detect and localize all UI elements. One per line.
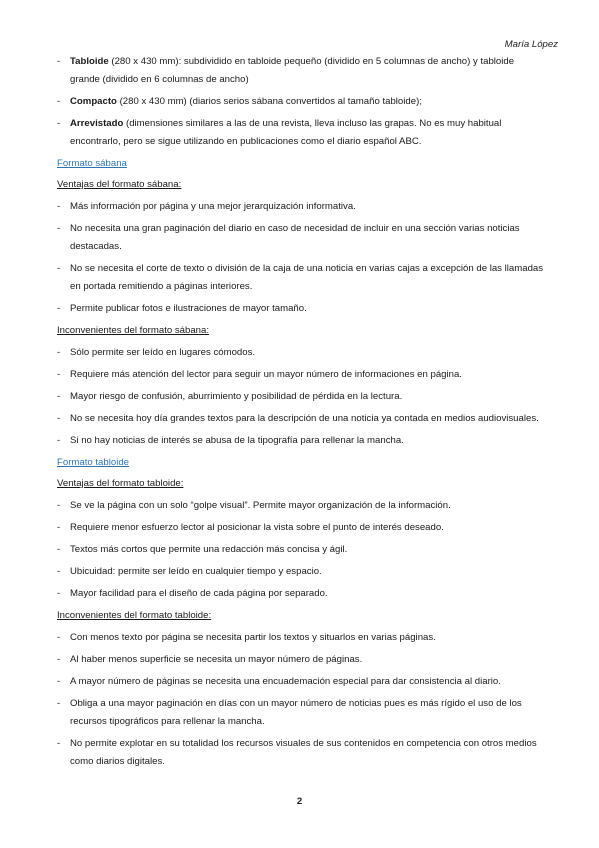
list-item-text: Requiere menor esfuerzo lector al posicionar la vista sobre el punto de interés deseado. (70, 522, 444, 533)
list-item (57, 344, 546, 362)
list-item (57, 366, 546, 384)
list-item-text: Se ve la página con un solo “golpe visual”. Permite mayor organización de la información. (70, 500, 451, 511)
format-item-compacto (57, 93, 546, 111)
list-item (57, 563, 546, 581)
bullet-dash: - (57, 544, 61, 555)
format-desc: (280 x 430 mm): subdividido en tabloide pequeño (dividido en 5 columnas de ancho) y tabloide grande (dividido en 6 columnas de ancho) (70, 56, 515, 85)
list-item-text: No se necesita el corte de texto o división de la caja de una noticia en varias cajas a excepción de las llamadas en portada remitiendo a páginas interiores. (70, 263, 544, 292)
list-item-text: No se necesita hoy día grandes textos para la descripción de una noticia ya contada en medios audiovisuales. (70, 413, 539, 424)
format-item-arrevistado (57, 115, 546, 151)
bullet-dash: - (57, 738, 61, 749)
bullet-dash: - (57, 413, 61, 424)
list-item (57, 651, 546, 669)
list-item-text: No permite explotar en su totalidad los recursos visuales de sus contenidos en competencia con otros medios como diarios digitales. (70, 738, 537, 767)
bullet-dash: - (57, 56, 61, 67)
list-item (57, 585, 546, 603)
format-name: Compacto (70, 96, 117, 107)
list-item-text: Sólo permite ser leído en lugares cómodos. (70, 347, 256, 358)
bullet-dash: - (57, 676, 61, 687)
bullet-dash: - (57, 118, 61, 129)
format-desc: (280 x 430 mm) (diarios serios sábana convertidos al tamaño tabloide); (116, 96, 422, 107)
list-item-text: Ubicuidad: permite ser leído en cualquier tiempo y espacio. (70, 566, 322, 577)
bullet-dash: - (57, 522, 61, 533)
list-item-text: A mayor número de páginas se necesita una encuademación especial para dar consistencia al diario. (70, 676, 501, 687)
bullet-dash: - (57, 500, 61, 511)
list-item-text: Mayor riesgo de confusión, aburrimiento y posibilidad de pérdida en la lectura. (70, 391, 403, 402)
list-item (57, 519, 546, 537)
ventajas-tabloide-heading: Ventajas del formato tabloide: (57, 478, 184, 489)
list-item-text: Textos más cortos que permite una redacción más concisa y ágil. (70, 544, 348, 555)
bullet-dash: - (57, 391, 61, 402)
section-heading-tabloide[interactable]: Formato tabloide (57, 457, 129, 468)
format-name: Tabloide (70, 56, 109, 67)
inconvenientes-sabana-heading: Inconvenientes del formato sábana: (57, 325, 210, 336)
format-item-tabloide (57, 53, 546, 89)
list-item-text: Permite publicar fotos e ilustraciones de mayor tamaño. (70, 303, 307, 314)
format-desc: (dimensiones similares a las de una revista, lleva incluso las grapas. No es muy habitual encontrarlo, pero se sigue utilizando en publicaciones como el diario español ABC. (70, 118, 502, 147)
list-item (57, 541, 546, 559)
list-item (57, 497, 546, 515)
author-header: María López (504, 39, 558, 50)
list-item-text: Obliga a una mayor paginación en días con un mayor número de noticias pues es más rígido el uso de los recursos tipográficos para rellenar la mancha. (70, 698, 522, 727)
inconvenientes-tabloide-heading: Inconvenientes del formato tabloide: (57, 610, 212, 621)
section-heading-sabana[interactable]: Formato sábana (57, 158, 127, 169)
list-item (57, 629, 546, 647)
page-number: 2 (296, 796, 303, 807)
list-item (57, 735, 546, 771)
list-item-text: Con menos texto por página se necesita partir los textos y situarlos en varias páginas. (70, 632, 436, 643)
list-item (57, 220, 546, 256)
bullet-dash: - (57, 435, 61, 446)
bullet-dash: - (57, 698, 61, 709)
list-item-text: Si no hay noticias de interés se abusa de la tipografía para rellenar la mancha. (70, 435, 404, 446)
list-item (57, 673, 546, 691)
list-item (57, 410, 546, 428)
list-item-text: Al haber menos superficie se necesita un mayor número de páginas. (70, 654, 363, 665)
list-item (57, 300, 546, 318)
bullet-dash: - (57, 201, 61, 212)
bullet-dash: - (57, 347, 61, 358)
bullet-dash: - (57, 588, 61, 599)
list-item-text: Requiere más atención del lector para seguir un mayor número de informaciones en página. (70, 369, 462, 380)
list-item (57, 198, 546, 216)
bullet-dash: - (57, 566, 61, 577)
document-body (57, 53, 546, 775)
bullet-dash: - (57, 303, 61, 314)
list-item (57, 432, 546, 450)
list-item-text: Mayor facilidad para el diseño de cada página por separado. (70, 588, 328, 599)
bullet-dash: - (57, 223, 61, 234)
list-item (57, 388, 546, 406)
bullet-dash: - (57, 632, 61, 643)
bullet-dash: - (57, 369, 61, 380)
bullet-dash: - (57, 263, 61, 274)
bullet-dash: - (57, 96, 61, 107)
list-item-text: Más información por página y una mejor jerarquización informativa. (70, 201, 356, 212)
list-item (57, 260, 546, 296)
ventajas-sabana-heading: Ventajas del formato sábana: (57, 179, 182, 190)
bullet-dash: - (57, 654, 61, 665)
list-item-text: No necesita una gran paginación del diario en caso de necesidad de incluir en una sección varias noticias destacadas. (70, 223, 520, 252)
list-item (57, 695, 546, 731)
format-name: Arrevistado (70, 118, 124, 129)
